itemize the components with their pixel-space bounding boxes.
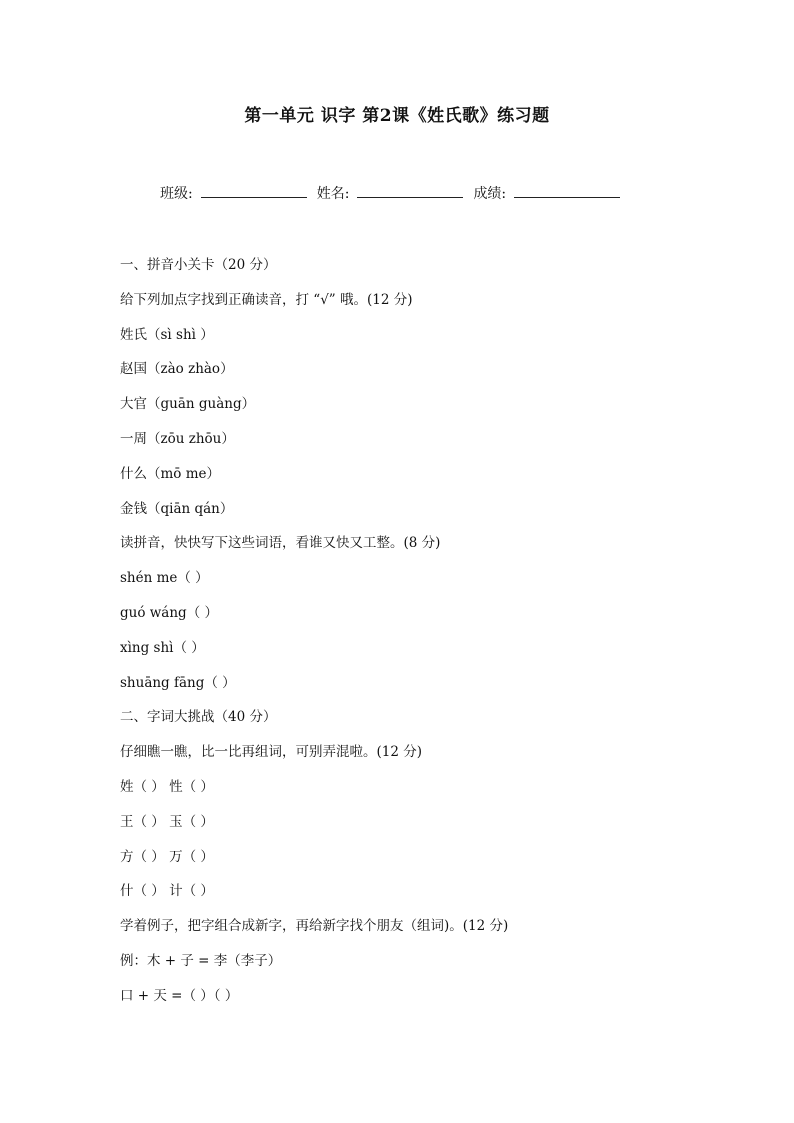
name-blank[interactable]: [357, 183, 463, 198]
question-item: 赵国（zào zhào）: [120, 361, 234, 378]
question-item: 方（ ） 万（ ）: [120, 848, 214, 865]
question-item: shén me（ ）: [120, 570, 209, 587]
question-item: 什么（mō me）: [120, 465, 221, 482]
question-instruction: 学着例子，把字组合成新字，再给新字找个朋友（组词)。(12 分): [120, 918, 509, 935]
section-heading: 一、拼音小关卡（20 分）: [120, 257, 277, 273]
question-item: 王（ ） 玉（ ）: [120, 813, 214, 830]
class-label: 班级:: [160, 186, 193, 202]
question-item: 姓（ ） 性（ ）: [120, 778, 214, 795]
question-item: 一周（zōu zhōu）: [120, 430, 235, 447]
section-heading: 二、字词大挑战（40 分）: [120, 709, 277, 726]
question-instruction: 仔细瞧一瞧，比一比再组词，可别弄混啦。(12 分): [120, 744, 423, 761]
class-blank[interactable]: [201, 183, 307, 198]
question-item: 口 + 天 =（ ）（ ）: [120, 987, 239, 1004]
question-item: guó wáng（ ）: [120, 604, 218, 621]
question-item: 大官（guān guàng）: [120, 396, 256, 413]
question-item: shuāng fāng（ ）: [120, 674, 236, 691]
question-item: xìng shì（ ）: [120, 639, 205, 656]
question-item: 什（ ） 计（ ）: [120, 883, 214, 900]
worksheet-content: [120, 255, 508, 1021]
score-label: 成绩:: [473, 186, 507, 202]
score-field: [473, 183, 620, 203]
example-item: 例：木 + 子 = 李（李子）: [120, 952, 282, 969]
score-blank[interactable]: [514, 183, 620, 198]
student-info-row: [160, 183, 630, 203]
question-item: 姓氏（sì shì ）: [120, 326, 214, 343]
question-instruction: 给下列加点字找到正确读音，打 “√” 哦。(12 分): [120, 291, 413, 308]
question-item: 金钱（qiān qán）: [120, 500, 234, 517]
name-field: [317, 183, 464, 203]
question-instruction: 读拼音，快快写下这些词语，看谁又快又工整。(8 分): [120, 535, 441, 552]
class-field: [160, 183, 307, 203]
page-title: 第一单元 识字 第2课《姓氏歌》练习题: [244, 106, 550, 126]
name-label: 姓名:: [316, 186, 350, 202]
